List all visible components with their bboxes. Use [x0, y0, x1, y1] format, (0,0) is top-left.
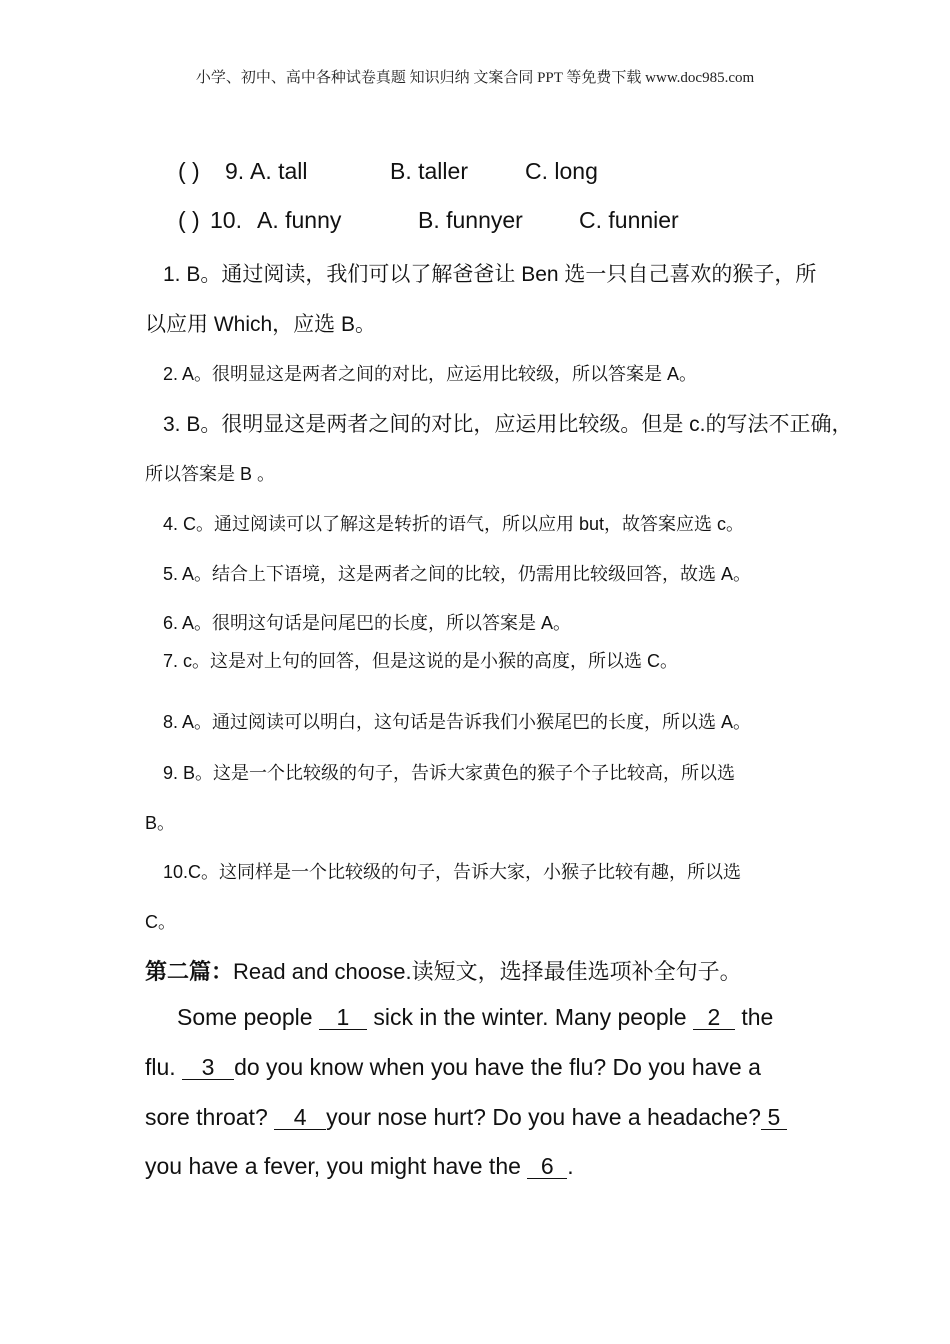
answer-3-line-1: 3. B。很明显这是两者之间的对比，应运用比较级。但是 c.的写法不正确， — [163, 413, 853, 436]
answer-9-line-1: 9. B。这是一个比较级的句子，告诉大家黄色的猴子个子比较高，所以选 — [163, 763, 736, 783]
passage-text: do you know when you have the flu? Do you have a — [234, 1054, 761, 1080]
passage-text: sick in the winter. Many people — [366, 1004, 693, 1030]
passage-text: your nose hurt? Do you have a headache? — [326, 1104, 761, 1130]
option-a: A. funny — [257, 207, 342, 233]
option-b: B. funnyer — [418, 207, 523, 233]
answer-paren: ( ) — [178, 158, 200, 184]
answer-paren: ( ) — [178, 207, 200, 233]
passage-text: the — [734, 1004, 774, 1030]
passage-line-4 — [145, 1153, 574, 1180]
answer-3-line-2: 所以答案是 B 。 — [145, 464, 276, 484]
page-header: 小学、初中、高中各种试卷真题 知识归纳 文案合同 PPT 等免费下载 www.doc985.com — [195, 70, 755, 86]
blank-6: 6 — [527, 1154, 567, 1179]
question-number: 9. — [225, 158, 245, 184]
option-a: A. tall — [250, 158, 308, 184]
answer-10-line-1: 10.C。这同样是一个比较级的句子，告诉大家，小猴子比较有趣，所以选 — [163, 862, 742, 882]
answer-9-line-2: B。 — [145, 813, 176, 833]
section-title: Read and choose.读短文，选择最佳选项补全句子。 — [233, 959, 742, 984]
blank-4: 4 — [274, 1105, 326, 1130]
answer-6: 6. A。很明这句话是问尾巴的长度，所以答案是 A。 — [163, 613, 572, 633]
answer-5: 5. A。结合上下语境，这是两者之间的比较，仍需用比较级回答，故选 A。 — [163, 564, 752, 584]
answer-10-line-2: C。 — [145, 912, 176, 932]
passage-text: sore throat? — [145, 1104, 275, 1130]
passage-text: you have a fever, you might have the — [145, 1153, 528, 1179]
blank-3: 3 — [182, 1055, 234, 1080]
passage-line-1 — [177, 1004, 773, 1031]
option-c: C. funnier — [579, 207, 679, 233]
section-label: 第二篇： — [145, 959, 234, 984]
answer-4: 4. C。通过阅读可以了解这是转折的语气，所以应用 but，故答案应选 c。 — [163, 514, 745, 534]
blank-5: 5 — [761, 1105, 787, 1130]
passage-line-3 — [145, 1104, 787, 1131]
blank-2: 2 — [693, 1005, 735, 1030]
blank-1: 1 — [319, 1005, 367, 1030]
passage-text: . — [567, 1153, 574, 1179]
section-heading — [145, 955, 742, 986]
answer-7: 7. c。这是对上句的回答，但是这说的是小猴的高度，所以选 C。 — [163, 651, 679, 671]
passage-line-2 — [145, 1054, 761, 1081]
option-b: B. taller — [390, 158, 468, 184]
answer-2: 2. A。很明显这是两者之间的对比，应运用比较级，所以答案是 A。 — [163, 364, 698, 384]
answer-8: 8. A。通过阅读可以明白，这句话是告诉我们小猴尾巴的长度，所以选 A。 — [163, 712, 752, 732]
question-number: 10. — [210, 207, 242, 233]
passage-text: flu. — [145, 1054, 183, 1080]
answer-1-line-1: 1. B。通过阅读，我们可以了解爸爸让 Ben 选一只自己喜欢的猴子，所 — [163, 263, 817, 286]
option-c: C. long — [525, 158, 598, 184]
answer-1-line-2: 以应用 Which，应选 B。 — [145, 313, 377, 336]
passage-text: Some people — [177, 1004, 319, 1030]
